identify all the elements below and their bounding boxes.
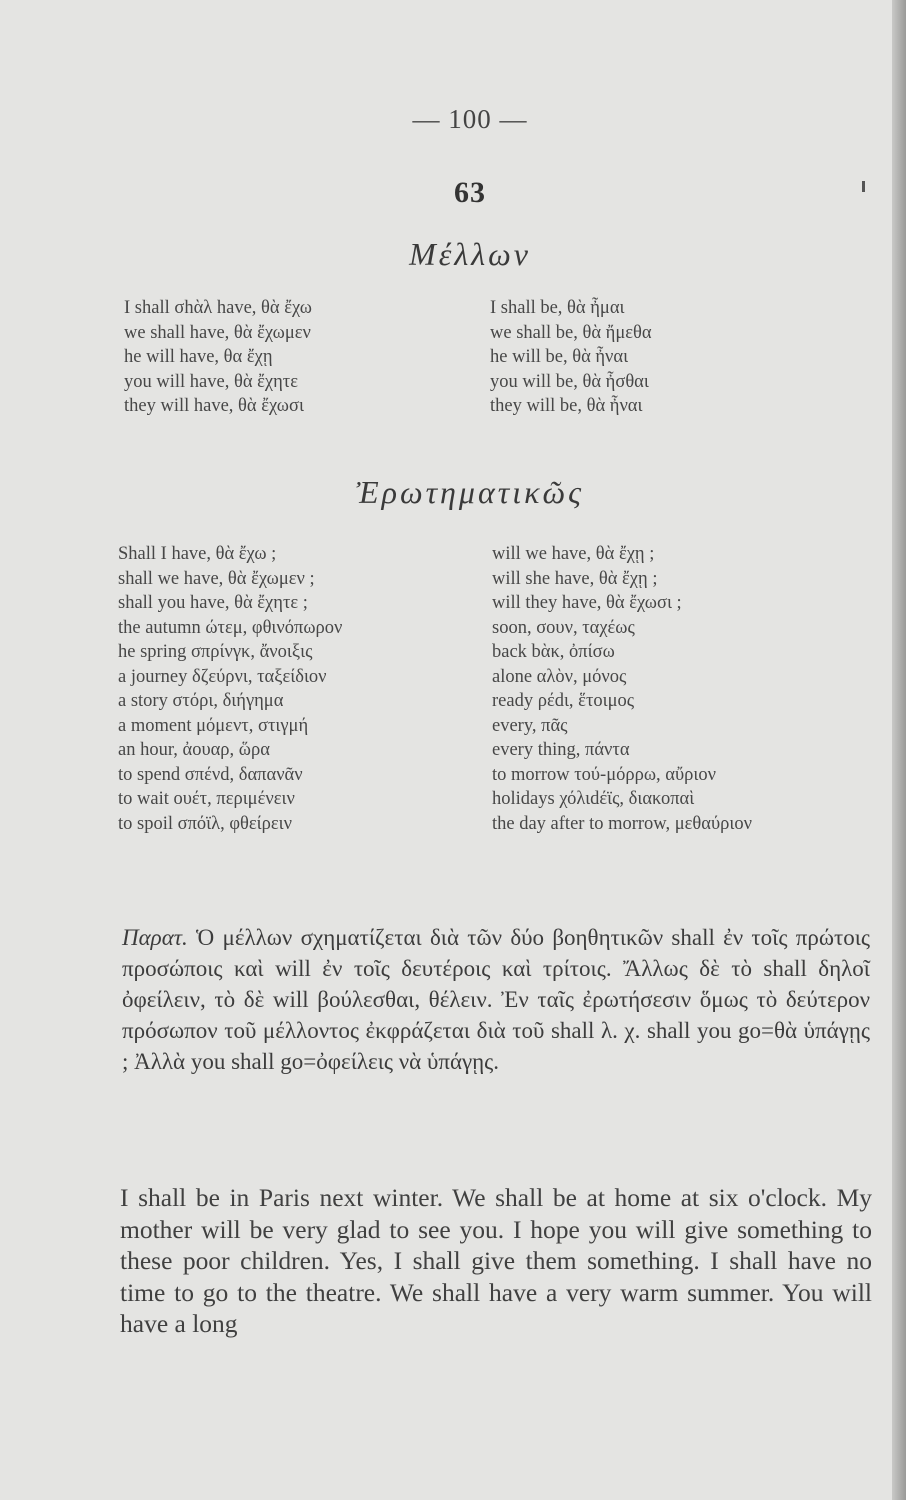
vocab-line: every, πᾶς: [492, 715, 568, 736]
vocab-line: a moment μόμεντ, στιγμή: [118, 715, 309, 736]
vocab-line: soon, σουν, ταχέως: [492, 617, 635, 638]
grammar-note: [122, 922, 870, 1077]
vocab-line: holidays χόλιdέϊς, διακοπαὶ: [492, 789, 695, 809]
section-title-future: Μέλλων: [409, 236, 531, 272]
section-title-interrogative: Ἐρωτηματικῶς: [355, 474, 585, 510]
vocab-line: Shall I have, θὰ ἔχω ;: [118, 544, 277, 564]
vocab-line: the day after to morrow, μεθαύριον: [492, 813, 752, 834]
conjugation-be: [490, 296, 652, 419]
vocab-line: to morrow τού-μόρρω, αὔριον: [492, 764, 716, 785]
page-edge: [892, 0, 906, 1500]
note-label: Παρατ.: [122, 925, 188, 950]
vocab-line: a story στόρι, διήγημα: [118, 691, 284, 711]
vocab-line: will she have, θὰ ἔχῃ ;: [492, 568, 658, 589]
conjugation-have: [124, 296, 312, 419]
page-number: — 100 —: [412, 104, 528, 134]
lesson-number: 63: [454, 176, 486, 209]
vocab-line: back bὰκ, ὀπίσω: [492, 642, 615, 662]
vocab-line: he spring σπρίνγκ, ἄνοιξις: [118, 642, 313, 662]
conjugation-line: they will be, θὰ ἦναι: [490, 396, 643, 416]
vocab-line: the autumn ώτεμ, φθινόπωρον: [118, 617, 343, 638]
vocabulary-left: [118, 542, 342, 836]
conjugation-line: I shall σhὰλ have, θὰ ἔχω: [124, 298, 312, 318]
vocab-line: to spend σπένd, δαπανᾶν: [118, 764, 303, 785]
conjugation-line: you will be, θὰ ἦσθαι: [490, 371, 649, 392]
conjugation-line: I shall be, θὰ ἦμαι: [490, 298, 625, 318]
conjugation-line: they will have, θὰ ἔχωσι: [124, 396, 304, 416]
conjugation-line: he will have, θα ἔχῃ: [124, 347, 273, 367]
vocab-line: shall we have, θὰ ἔχωμεν ;: [118, 568, 315, 589]
note-text: Ὁ μέλλων σχηματίζεται διὰ τῶν δύο βοηθητικῶν shall ἐν τοῖς πρώτοις προσώποις καὶ will ἐν τοῖς δευτέροις καὶ τρίτοις. Ἄλλως δὲ τὸ shall δηλοῖ ὀφείλειν, τὸ δὲ will βούλεσθαι, θέλειν. Ἐν ταῖς ἐρωτήσεσιν ὅμως τὸ δεύτερον πρόσωπον τοῦ μέλλοντος ἐκφράζεται διὰ τοῦ shall λ. χ. shall you go=θὰ ὑπάγῃς ; Ἀλλὰ you shall go=ὀφείλεις νὰ ὑπάγῃς.: [122, 925, 870, 1074]
conjugation-line: you will have, θὰ ἔχητε: [124, 371, 298, 392]
conjugation-line: we shall be, θὰ ἤμεθα: [490, 322, 652, 343]
exercise-text: I shall be in Paris next winter. We shall be at home at six o'clock. My mother will be very glad to see you. I hope you will give something to these poor children. Yes, I shall give them something. I shall have no time to go to the theatre. We shall have a very warm summer. You will have a long: [120, 1183, 872, 1338]
vocab-line: a journey δζεύρνι, ταξείδιον: [118, 666, 327, 687]
vocab-line: shall you have, θὰ ἔχητε ;: [118, 593, 308, 613]
vocab-line: alone αλὸν, μόνος: [492, 666, 627, 687]
vocab-line: will we have, θὰ ἔχῃ ;: [492, 544, 655, 564]
conjugation-line: he will be, θὰ ἦναι: [490, 347, 629, 367]
vocabulary-right: [492, 542, 752, 836]
conjugation-line: we shall have, θὰ ἔχωμεν: [124, 322, 311, 343]
vocab-line: to spoil σπόϊλ, φθείρειν: [118, 813, 293, 834]
vocab-line: an hour, ἀουαρ, ὥρα: [118, 740, 270, 760]
vocab-line: to wait ουέτ, περιμένειν: [118, 789, 295, 809]
vocab-line: ready ρέdι, ἕτοιμος: [492, 691, 635, 711]
vocab-line: every thing, πάντα: [492, 740, 630, 760]
vocab-line: will they have, θὰ ἔχωσι ;: [492, 593, 682, 613]
